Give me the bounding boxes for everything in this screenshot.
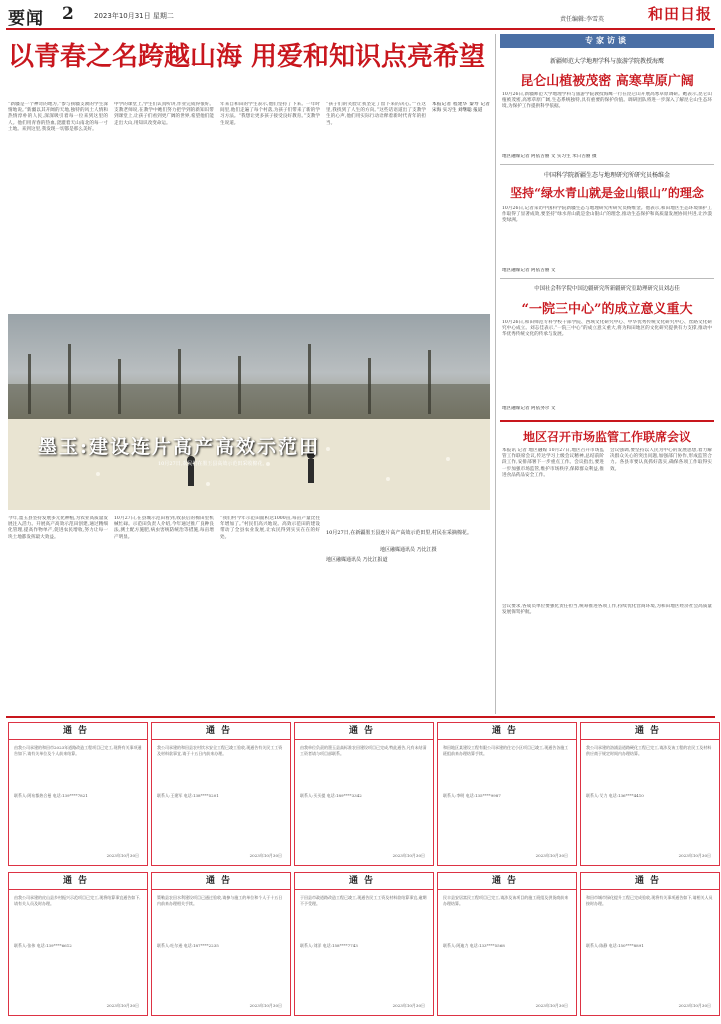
notice-contact: 联系人:艾力 电话:136****4410 bbox=[586, 793, 644, 798]
interview-1-body: 10月26日,新疆师范大学地理学科与旅游学院教授海鹰一行在昆仑山开展高寒草原调研。她表示,昆仑山植被茂密,高寒草原广阔,生态系统独特,具有重要的保护价值。调研团队将进一步深入了解昆仑山生态环境,为保护工作提供科学依据。 bbox=[502, 92, 712, 110]
market-body-1: 本报讯 记者 地区融媒 10月27日,地区召开市场监管工作联席会议,传达学习上级会议精神,总结前阶段工作,安排部署下一步重点工作。会议指出,要进一步加强市场监管,维护市场秩序,保障群众利益,推进食品药品安全工作。 bbox=[502, 448, 604, 478]
notice-body: 策勒县农田水利建设项目已通过验收,请参与施工的单位和个人于十五日内前来办理相关手续。 bbox=[157, 895, 283, 906]
column-divider bbox=[495, 34, 496, 714]
article-column-4: “孩子们的笑脸让我坚定了留下来的决心。”“在这里,我找到了人生的方向。”这些话语道出了支教学生的心声,他们用实际行动诠释着新时代青年的担当。 bbox=[326, 102, 426, 126]
notice-title: 通告 bbox=[438, 873, 576, 890]
notice-box bbox=[8, 872, 148, 1016]
notice-box bbox=[151, 872, 291, 1016]
expert-band-label: 专家访谈 bbox=[585, 36, 629, 45]
header-rule bbox=[6, 28, 715, 30]
interview-3-kicker: 中国社会科学院中国边疆研究所新疆研究室助理研究员刘志佳 bbox=[534, 286, 680, 292]
masthead-logo: 和田日报 bbox=[648, 5, 713, 23]
photo-caption-inset: 10月27日,农民们在墨玉县高效示范田采收棉花。 bbox=[158, 461, 268, 467]
notice-contact: 联系人:阿布都热合曼 电话:139****7821 bbox=[14, 793, 88, 798]
article-column-1: “新疆是一个神奇的地方,“参与援疆支教的学生深情地说。”新疆以其开阔的天地,独特的风土人情和热情淳朴的人民,深深吸引着每一位来到这里的人。他们用青春的热血,浇灌着天山南北的每一寸土地。来到这里,我发现一切都是那么美好。 bbox=[8, 102, 108, 132]
notice-body: 于田县市政道路改造工程已竣工,现通告民工工资及材料款结算事宜,逾期不予受理。 bbox=[300, 895, 427, 906]
notice-date: 2023年10月30日 bbox=[392, 853, 425, 858]
notice-body: 由我公司承建的和田市2023年道路改造工程项目已完工,现将有关事项通告如下,请有关单位及个人前来结算。 bbox=[14, 745, 142, 756]
article-byline: 本报记者 程建华 秦寿 记者 宋海 实习生 刘继聪 报道 bbox=[432, 102, 490, 114]
interview-3-body: 10月26日,和田师范专科学校干部学院、西域文化研究中心、中华优秀传统文化研究中心、丝路文化研究中心成立。刘志佳表示,“一院三中心”的成立意义重大,将为和田地区的文化研究提供有力支撑,推动中华优秀传统文化的传承与发展。 bbox=[502, 320, 712, 338]
notice-date: 2023年10月30日 bbox=[249, 1003, 282, 1008]
notice-contact: 联系人:李明 电话:135****9987 bbox=[443, 793, 501, 798]
article-column-2: 中学的课堂上,学生们认真听讲,作业完成得很好。支教老师说,在教学中她们努力把学到的新知识带到课堂上,让孩子们看到更广阔的世界,希望他们能走出大山,用知识改变命运。 bbox=[114, 102, 214, 126]
market-body-2: 会议强调,要坚持以人民为中心的发展思想,着力解决群众关心的突出问题,加强部门协作,形成监管合力。各县市要认真抓好落实,确保各项工作取得实效。 bbox=[610, 448, 712, 472]
notice-contact: 联系人:阿迪力 电话:133****5568 bbox=[443, 943, 505, 948]
bottom-column-1: 今年,墨玉县坚持发展多元化种植,为农业高质量发展注入活力。开展高产高效示范田创建,通过精细化管理,提高作物单产,促进农民增收,努力让每一块土地都发挥最大效益。 bbox=[8, 516, 108, 540]
photo-scene bbox=[8, 314, 490, 510]
notice-date: 2023年10月30日 bbox=[106, 1003, 139, 1008]
notice-body: 由我单位负责的墨玉县高标准农田建设项目已完成,特此通告,凡有未结清工资者请与项目部联系。 bbox=[300, 745, 427, 756]
interview-2-kicker: 中国科学院新疆生态与地理研究所研究员杨维金 bbox=[543, 172, 670, 179]
notice-box bbox=[580, 872, 720, 1016]
notice-date: 2023年10月30日 bbox=[392, 1003, 425, 1008]
notice-title: 通告 bbox=[581, 873, 719, 890]
bottom-column-2: 10月27日,在县城示范田看到,收获后的棉田里机械忙碌。示范田负责人介绍,今年通过推广良种良法,测土配方施肥,病虫害统防统治等措施,每亩增产明显。 bbox=[114, 516, 214, 540]
rule-2 bbox=[500, 278, 714, 279]
notice-box bbox=[294, 722, 434, 866]
notice-body: 由我公司承建的皮山县乡村振兴示范项目已完工,现将结算事宜通告如下,请有关人员及时办理。 bbox=[14, 895, 141, 906]
notice-box bbox=[151, 722, 291, 866]
article-column-3: 年来自和田的学生表示,他们坚持了下来。一年时间里,他们走遍了每个村落,为孩子们带来了新的学习方法。“我想让更多孩子接受良好教育。”支教学生说道。 bbox=[220, 102, 320, 126]
main-headline: 以青春之名跨越山海 用爱和知识点亮希望 bbox=[8, 42, 486, 72]
interview-3-byline: 地区融媒记者 阿依努尔 文 bbox=[502, 406, 556, 411]
notice-body: 和田地区某建设工程有限公司承建的住宅小区项目已竣工,现通告各施工班组前来办理结算手续。 bbox=[443, 745, 569, 756]
issue-date: 2023年10月31日 星期二 bbox=[94, 12, 174, 20]
feature-photo bbox=[8, 314, 490, 510]
notice-title: 通告 bbox=[295, 723, 433, 740]
interview-2-headline: 坚持“绿水青山就是金山银山”的理念 bbox=[510, 186, 704, 200]
notice-contact: 联系人:吐尔逊 电话:187****2235 bbox=[157, 943, 219, 948]
notice-title: 通告 bbox=[438, 723, 576, 740]
notices-rule bbox=[6, 716, 715, 718]
expert-band bbox=[500, 34, 714, 48]
interview-1-byline: 地区融媒记者 阿依古丽 文 实习生 米日古丽 摄 bbox=[502, 154, 597, 159]
section-title: 要闻 bbox=[8, 9, 44, 29]
notice-title: 通告 bbox=[152, 723, 290, 740]
editor-credit: 责任编辑:李雪英 bbox=[560, 16, 605, 23]
interview-3-headline: “一院三中心”的成立意义重大 bbox=[521, 302, 693, 317]
rule-3 bbox=[500, 420, 714, 422]
notice-date: 2023年10月30日 bbox=[535, 853, 568, 858]
interview-2-body: 10月26日,记者采访中国科学院新疆生态与地理研究所研究员杨维金。他表示,和田地区生态环境保护工作取得了显著成效,要坚持“绿水青山就是金山银山”的理念,推动生态保护和高质量发展协同共进,让沙漠变绿洲。 bbox=[502, 206, 712, 224]
notice-box bbox=[437, 722, 577, 866]
notice-date: 2023年10月30日 bbox=[249, 853, 282, 858]
notice-contact: 联系人:买买提 电话:189****3342 bbox=[300, 793, 362, 798]
bottom-column-3: “我们村今年示范田面积达1000亩,每亩产量比往年增加了。”村民们高兴地说。高效示范田的建设带动了全县农业发展,让农民得到实实在在的好处。 bbox=[220, 516, 320, 540]
notice-contact: 联系人:张伟 电话:139****6612 bbox=[14, 943, 72, 948]
market-body-3: 会议要求,各成员单位要强化责任担当,统筹推进各项工作,持续优化营商环境,为和田地区经济社会高质量发展保驾护航。 bbox=[502, 604, 712, 616]
notice-title: 通告 bbox=[152, 873, 290, 890]
notice-contact: 联系人:陈静 电话:150****8891 bbox=[586, 943, 644, 948]
notice-box bbox=[8, 722, 148, 866]
notice-box bbox=[437, 872, 577, 1016]
market-headline: 地区召开市场监管工作联席会议 bbox=[522, 430, 691, 444]
notice-body: 我公司承建的和田县农村饮水安全工程已竣工验收,现通告有关民工工资及材料款事宜,请于十五日内前来办理。 bbox=[157, 745, 283, 756]
notice-title: 通告 bbox=[295, 873, 433, 890]
page-header bbox=[0, 0, 721, 32]
photo-title: 墨玉:建设连片高产高效示范田 bbox=[38, 436, 321, 458]
bottom-byline: 地区融媒通讯员 乃比江报道 bbox=[326, 557, 388, 563]
notice-box bbox=[294, 872, 434, 1016]
notice-date: 2023年10月30日 bbox=[678, 853, 711, 858]
page-number: 2 bbox=[62, 4, 74, 24]
notice-contact: 联系人:刘洋 电话:158****7743 bbox=[300, 943, 358, 948]
notice-body: 我公司承建的洛浦县道路硬化工程已完工,请涉及该工程的农民工及材料供应商于规定时间内办理结算。 bbox=[586, 745, 712, 756]
notice-title: 通告 bbox=[9, 723, 147, 740]
notice-body: 民丰县安居富民工程项目已完工,请涉及该项目的施工班组及供货商前来办理结算。 bbox=[443, 895, 569, 906]
notice-date: 2023年10月30日 bbox=[106, 853, 139, 858]
notice-title: 通告 bbox=[9, 873, 147, 890]
interview-1-kicker: 新疆师范大学地理学科与旅游学院教授海鹰 bbox=[549, 58, 664, 65]
notice-contact: 联系人:王建军 电话:138****5201 bbox=[157, 793, 219, 798]
notice-title: 通告 bbox=[581, 723, 719, 740]
notice-date: 2023年10月30日 bbox=[678, 1003, 711, 1008]
photo-credit: 地区融媒通讯员 乃比江摄 bbox=[380, 547, 437, 553]
notice-box bbox=[580, 722, 720, 866]
notice-body: 和田市城市绿化提升工程已完成验收,现将有关事项通告如下,请相关人员按时办理。 bbox=[586, 895, 713, 906]
rule-1 bbox=[500, 164, 714, 165]
photo-caption-2: 10月27日,在新疆墨玉县连片高产高效示范田里,村民在采摘棉花。 bbox=[326, 530, 472, 536]
notice-date: 2023年10月30日 bbox=[535, 1003, 568, 1008]
interview-1-headline: 昆仑山植被茂密 高寒草原广阔 bbox=[520, 74, 694, 89]
interview-2-byline: 地区融媒记者 阿依古丽 文 bbox=[502, 268, 556, 273]
